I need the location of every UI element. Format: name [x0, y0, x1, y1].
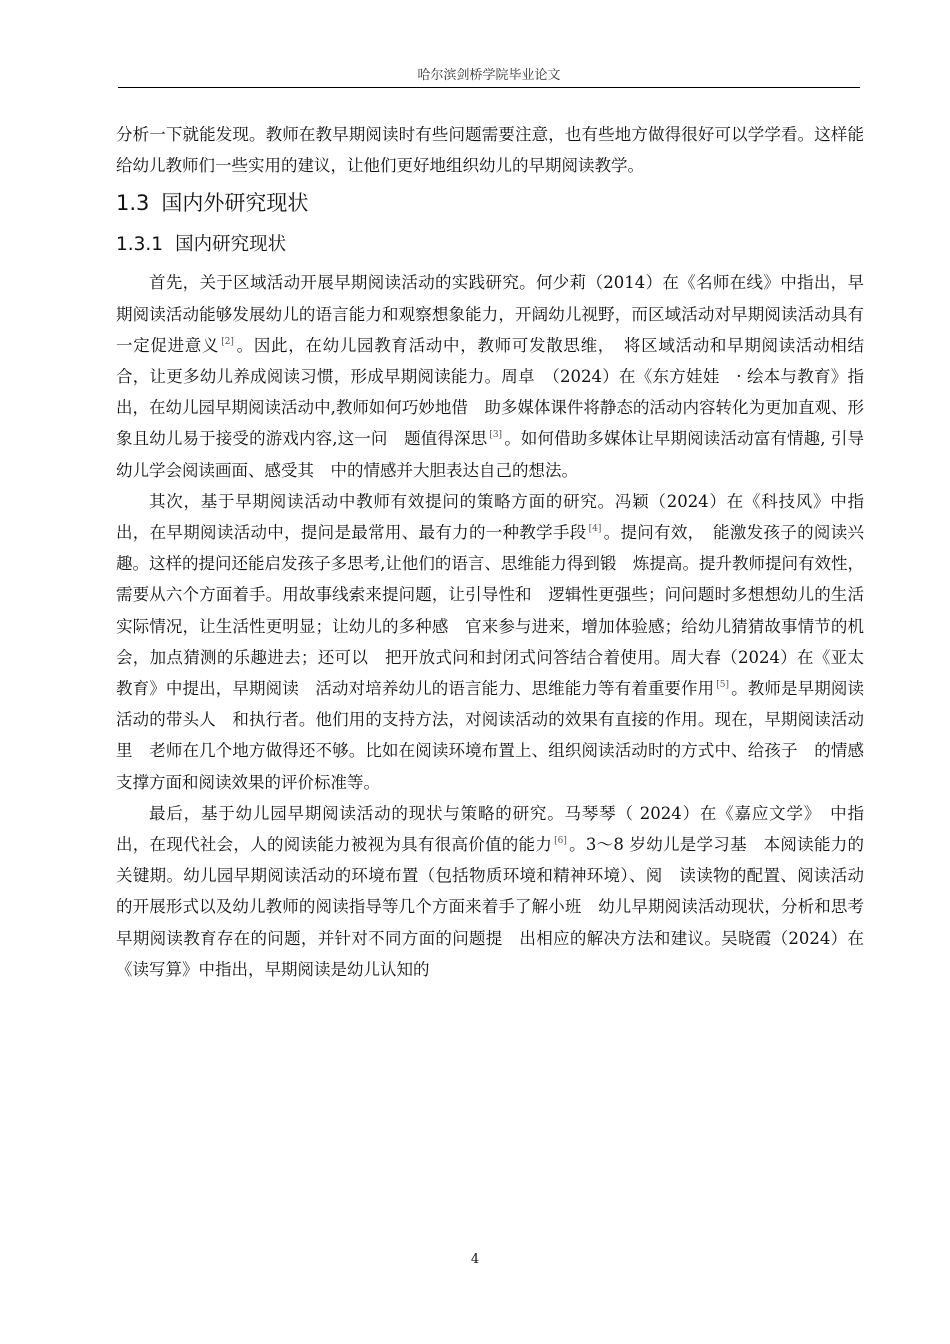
paragraph-text: 首先，关于区域活动开展早期阅读活动的实践研究。何少莉（2014）在《名师在线》中指出，早期阅读活动能够发展幼儿的语言能力和观察想象能力，开阔幼儿视野，而区域活动对早期阅读活动具有一定促进意义: [116, 273, 864, 355]
page-number: 4: [470, 1252, 480, 1267]
subsection-number: 1.3.1: [116, 234, 164, 256]
paragraph-text: 最后，基于幼儿园早期阅读活动的现状与策略的研究。马琴琴（ 2024）在《嘉应文学》 中指出，在现代社会，人的阅读能力被视为具有很高价值的能力: [116, 803, 864, 855]
paragraph-text: 。提问有效， 能激发孩子的阅读兴趣。这样的提问还能启发孩子多思考,让他们的语言、思维能力得到锻 炼提高。提升教师提问有效性，需要从六个方面着手。用故事线索来提问题，让引导性和 逻辑性更强些；问问题时多想想幼儿的生活实际情况，让生活性更明显；让幼儿的多种感 官来参与进来，增加体验感；给幼儿猜猜故事情节的机会，加点猜测的乐趣进去；还可以 把开放式问和封闭式问答结合着使用。周大春（2024）在《亚太教育》中提出，早期阅读 活动对培养幼儿的语言能力、思维能力等有着重要作用: [116, 523, 865, 699]
page-body: [116, 119, 864, 985]
paragraph-first: [116, 267, 864, 485]
paragraph-text: 。3～8 岁幼儿是学习基 本阅读能力的关键期。幼儿园早期阅读活动的环境布置（包括物质环境和精神环境）、阅 读读物的配置、阅读活动的开展形式以及幼儿教师的阅读指导等几个方面来着手了解小班 幼儿早期阅读活动现状，分析和思考早期阅读教育存在的问题，并针对不同方面的问题提 出相应的解决方法和建议。吴晓霞（2024）在《读写算》中指出，早期阅读是幼儿认知的: [116, 835, 864, 979]
paragraph-text: 。教师是早期阅读活动的带头人 和执行者。他们用的支持方法，对阅读活动的效果有直接的作用。现在，早期阅读活动里 老师在几个地方做得还不够。比如在阅读环境布置上、组织阅读活动时的方式中、给孩子 的情感支撑方面和阅读效果的评价标准等。: [116, 679, 865, 792]
section-heading: [116, 185, 864, 221]
citation-marker: [3]: [489, 430, 503, 441]
paragraph-second: [116, 486, 864, 798]
citation-marker: [2]: [221, 336, 234, 347]
section-title: 国内外研究现状: [161, 191, 309, 216]
running-header: 哈尔滨剑桥学院毕业论文: [417, 68, 561, 83]
paragraph-text: 。因此，在幼儿园教育活动中，教师可发散思维， 将区域活动和早期阅读活动相结合，让更多幼儿养成阅读习惯，形成早期阅读能力。周卓 （2024）在《东方娃娃 · 绘本与教育》指出，在幼儿园早期阅读活动中,教师如何巧妙地借 助多媒体课件将静态的活动内容转化为更加直观、形象且幼儿易于接受的游戏内容,这一问 题值得深思: [116, 335, 865, 449]
paragraph-third: [116, 798, 864, 985]
paragraph-text: 。如何借助多媒体让早期阅读活动富有情趣, 引导幼儿学会阅读画面、感受其 中的情感并大胆表达自己的想法。: [116, 429, 864, 480]
paragraph-text: 其次，基于早期阅读活动中教师有效提问的策略方面的研究。冯颖（2024）在《科技风》中指出，在早期阅读活动中，提问是最常用、最有力的一种教学手段: [116, 491, 864, 543]
intro-paragraph: 分析一下就能发现。教师在教早期阅读时有些问题需要注意，也有些地方做得很好可以学学看。这样能给幼儿教师们一些实用的建议，让他们更好地组织幼儿的早期阅读教学。: [116, 125, 864, 176]
header-rule: [118, 87, 860, 88]
citation-marker: [4]: [588, 524, 602, 535]
citation-marker: [6]: [554, 836, 567, 847]
subsection-title: 国内研究现状: [175, 234, 287, 256]
section-number: 1.3: [116, 191, 150, 216]
citation-marker: [5]: [716, 680, 730, 691]
subsection-heading: [116, 227, 864, 263]
